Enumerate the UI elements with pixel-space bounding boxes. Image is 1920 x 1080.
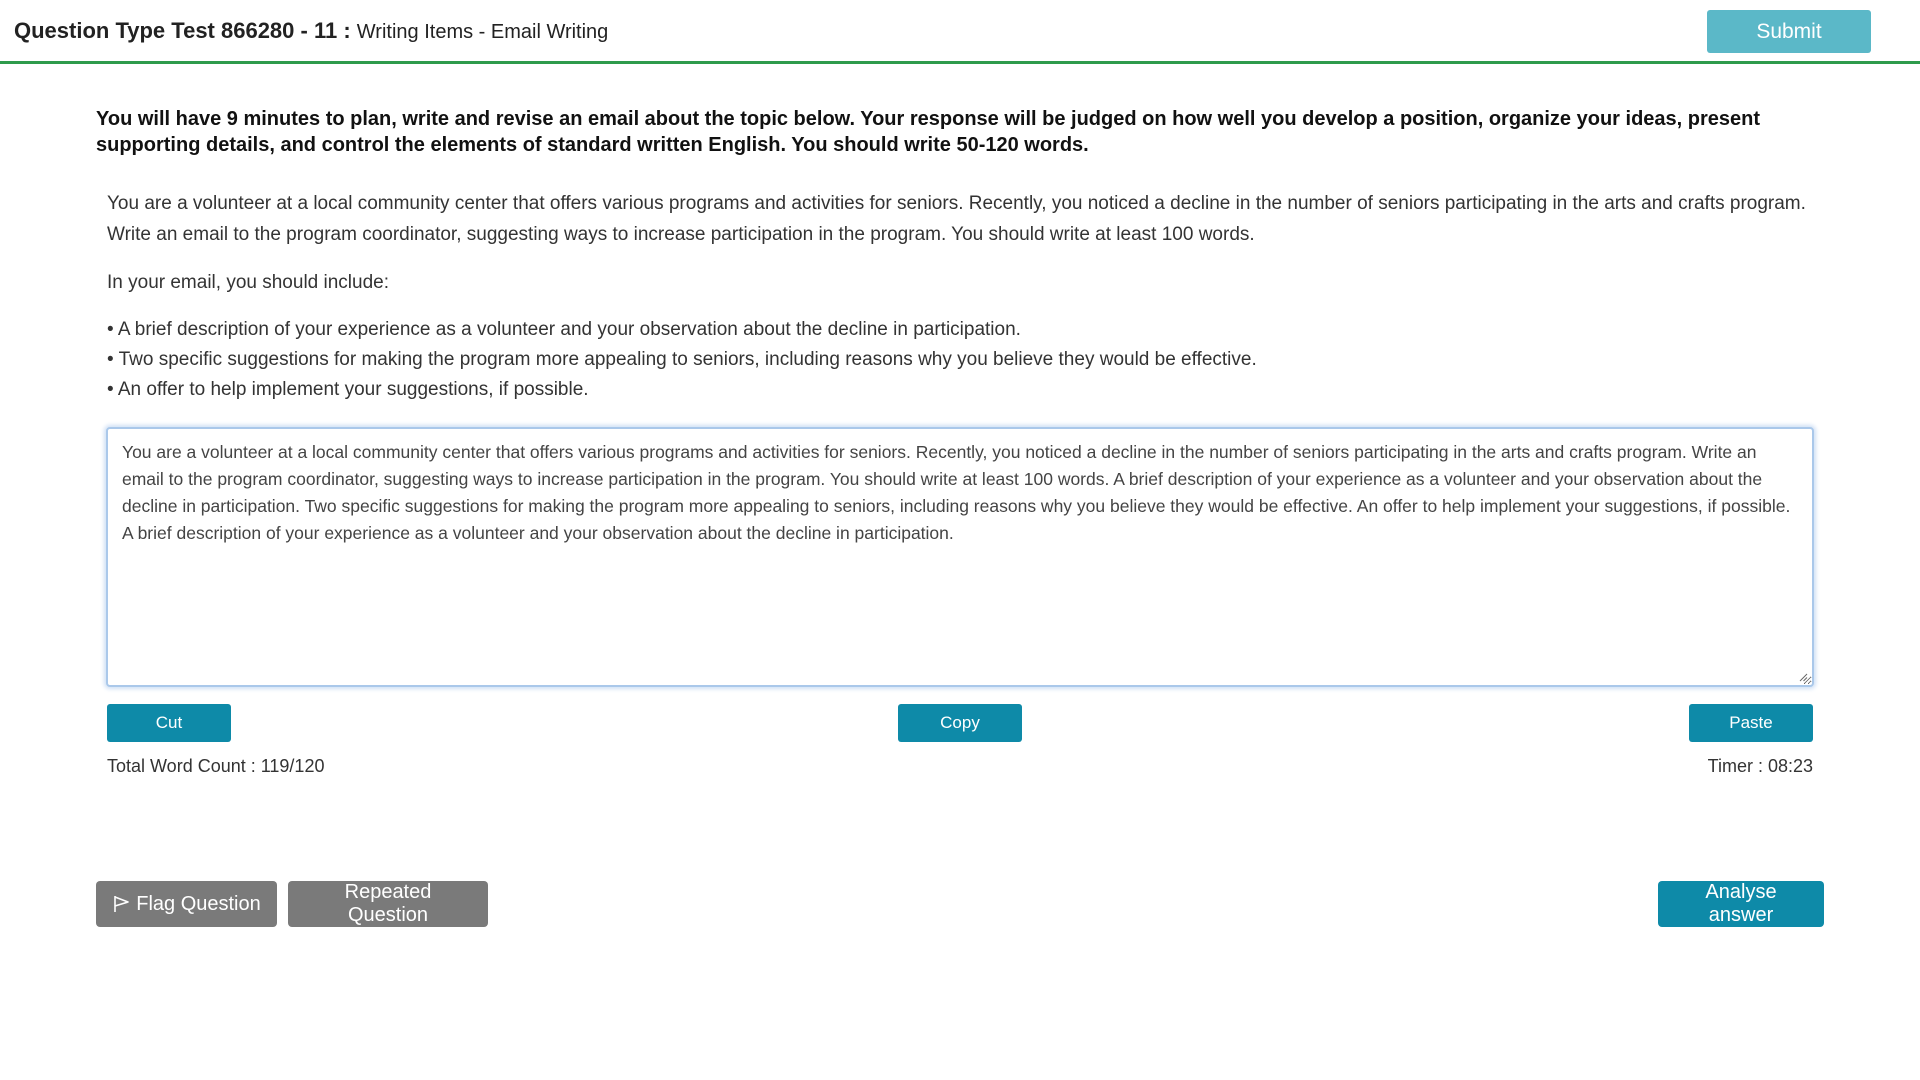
instructions-text: You will have 9 minutes to plan, write and revise an email about the topic below. Your response will be judged on how well you develop a position, organize your ideas, present supporting details, and control the elements of standard written English. You should write 50-120 words. bbox=[96, 108, 1761, 156]
page-title bbox=[14, 18, 608, 44]
prompt-intro: In your email, you should include: bbox=[107, 272, 389, 293]
copy-button[interactable]: Copy bbox=[898, 704, 1022, 742]
prompt-bullet: • Two specific suggestions for making the program more appealing to seniors, including reasons why you believe they would be effective. bbox=[107, 349, 1257, 370]
title-separator: : bbox=[337, 18, 357, 43]
timer: Timer : 08:23 bbox=[1707, 756, 1813, 776]
answer-textarea[interactable] bbox=[106, 427, 1814, 687]
submit-button[interactable]: Submit bbox=[1707, 10, 1871, 53]
word-count: Total Word Count : 119/120 bbox=[107, 756, 325, 776]
paste-button[interactable]: Paste bbox=[1689, 704, 1813, 742]
answer-text: You are a volunteer at a local community center that offers various programs and activities for seniors. Recently, you noticed a decline in the number of seniors participating in the arts and crafts program. Write an email to the program coordinator, suggesting ways to increase participation in the program. You should write at least 100 words. A brief description of your experience as a volunteer and your observation about the decline in participation. Two specific suggestions for making the program more appealing to seniors, including reasons why you believe they would be effective. An offer to help implement your suggestions, if possible. A brief description of your experience as a volunteer and your observation about the decline in participation. bbox=[122, 442, 1791, 543]
flag-question-button[interactable] bbox=[96, 881, 277, 927]
flag-question-label: Flag Question bbox=[136, 892, 261, 915]
analyse-answer-button[interactable]: Analyse answer bbox=[1658, 881, 1824, 927]
resize-grip-icon[interactable] bbox=[1798, 672, 1808, 682]
question-type: Writing Items - Email Writing bbox=[356, 21, 609, 43]
repeated-question-button[interactable]: Repeated Question bbox=[288, 881, 488, 927]
prompt-scenario: You are a volunteer at a local community center that offers various programs and activities for seniors. Recently, you noticed a decline in the number of seniors participating in the arts and crafts program. Write an email to the program coordinator, suggesting ways to increase participation in the program. You should write at least 100 words. bbox=[107, 193, 1806, 245]
top-header bbox=[0, 0, 1920, 64]
prompt-bullet: • A brief description of your experience as a volunteer and your observation about the decline in participation. bbox=[107, 319, 1021, 340]
cut-button[interactable]: Cut bbox=[107, 704, 231, 742]
flag-icon bbox=[112, 895, 130, 913]
prompt-bullet: • An offer to help implement your suggestions, if possible. bbox=[107, 379, 589, 400]
test-title: Question Type Test 866280 - 11 bbox=[14, 18, 338, 43]
question-prompt bbox=[107, 188, 1807, 405]
prompt-bullet-list bbox=[107, 315, 1807, 405]
